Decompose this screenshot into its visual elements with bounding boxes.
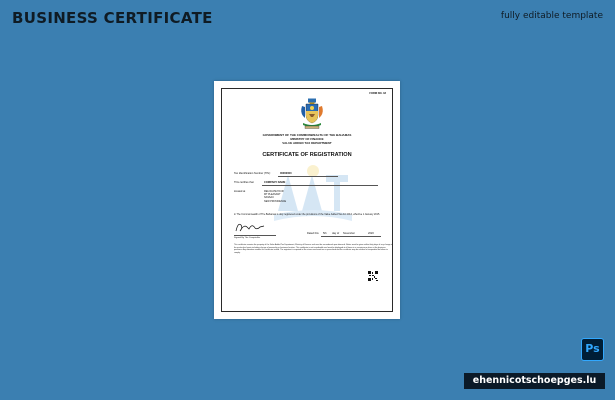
gov-line-1: GOVERNMENT OF THE COMMONWEALTH OF THE BAHAMAS [262, 133, 352, 137]
form-number: FORM NO. 18 [369, 92, 386, 95]
address-line: NASSAU [264, 196, 274, 200]
dated-label: Dated this [307, 232, 319, 235]
address-line: RELOCATEYOUR [264, 190, 284, 193]
dated-day: 5th [323, 232, 327, 235]
tin-value: 00000000 [280, 172, 292, 175]
page-title: BUSINESS CERTIFICATE [12, 9, 213, 27]
gov-line-2: MINISTRY OF FINANCE [290, 137, 324, 141]
registration-paragraph: in The Commonwealth of The Bahamas is duly registered under the provisions of the Value Added Tax Act 2014, effective 1 January 2015. [234, 213, 380, 216]
signed-by: Signed By The Comptroller [234, 237, 261, 239]
certify-label: This certifies that [234, 181, 254, 184]
fine-print: This certificate remains the property of the Value Added Tax Department, Ministry of Finance and must be surrendered upon demand. Notice must be given within thirty days of any change in the particulars herein including change of ownership or business location. This certificate is not transferable and must be displayed at all times in a conspicuous place at the business premises. Any alteration renders this certificate invalid. The registrant is required to file returns and remit tax as prescribed and the certificate may be revoked or suspended for failure to comply. [234, 244, 393, 254]
page-subtitle: fully editable template [500, 11, 603, 21]
site-watermark-label: ehennicotschoepges.lu [464, 373, 605, 389]
qr-code-icon [368, 271, 378, 281]
dated-day-of: day of [332, 232, 340, 235]
dated-underline [321, 236, 381, 237]
tin-label: Tax Identification Number (TIN): [234, 172, 271, 175]
certificate-border [221, 88, 393, 312]
located-label: located at [234, 190, 246, 193]
address-line: NEW PROVIDENCE [264, 199, 287, 203]
company-underline [262, 185, 378, 186]
address-block [264, 190, 286, 203]
dated-year: 2020 [368, 232, 374, 235]
dated-month: November [343, 232, 355, 235]
certificate-title: CERTIFICATE OF REGISTRATION [262, 152, 352, 158]
signature-mark [234, 220, 266, 234]
address-line: MT PLEASANT [264, 193, 281, 197]
signature-line [234, 235, 276, 236]
government-heading [222, 133, 392, 145]
company-name: COMPANY NAME [264, 181, 286, 184]
gov-line-3: VALUE ADDED TAX DEPARTMENT [282, 141, 332, 145]
tin-underline [278, 176, 338, 177]
photoshop-icon: Ps [581, 338, 604, 361]
certificate-document [214, 81, 400, 319]
coat-of-arms-icon [299, 98, 325, 130]
